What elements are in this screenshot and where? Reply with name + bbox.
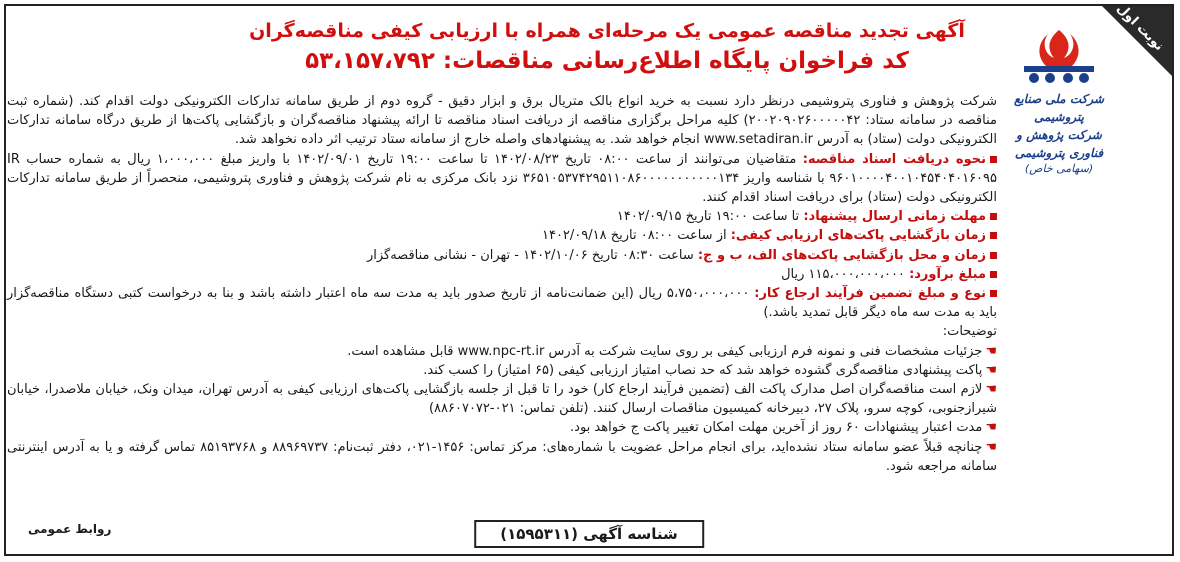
company-logo bbox=[1004, 24, 1114, 175]
bullet-square-icon bbox=[990, 213, 997, 220]
item-1: نحوه دریافت اسناد مناقصه: متقاضیان می‌توانند از ساعت ۰۸:۰۰ تاریخ ۱۴۰۲/۰۸/۲۳ تا ساعت ۱۹:۰۰ تاریخ ۱۴۰۲/۰۹/۰۱ با واریز مبلغ ۱،۰۰۰،۰۰۰ ریال به شماره حساب IR ۹۶۰۱۰۰۰۰۴۰۰۱۰۴۵۴۰۴۰۱۶۰۹۵ با شناسه واریز ۳۶۵۱۰۵۳۷۴۲۹۵۱۱۰۸۶۰۰۰۰۰۰۰۰۰۰۰۱۳۴ نزد بانک مرکزی به نام شرکت پژوهش و فناوری پتروشیمی، منحصراً از طریق سامانه تدارکات الکترونیکی دولت (ستاد) برای دریافت اسناد اقدام کنند. bbox=[7, 151, 997, 206]
pointing-hand-icon: ☚ bbox=[985, 439, 997, 455]
title-line-1: آگهی تجدید مناقصه عمومی یک مرحله‌ای همراه با ارزیابی کیفی مناقصه‌گران bbox=[249, 20, 965, 42]
note-item: ☚چنانچه قبلاً عضو سامانه ستاد نشده‌اید، برای انجام مراحل عضویت با شماره‌های: مرکز تماس: ۱۴۵۶-۰۲۱، دفتر ثبت‌نام: ۸۸۹۶۹۷۳۷ و ۸۵۱۹۳۷۶۸ تماس گرفته و یا به آدرس اینترنتی سامانه مراجعه شود. bbox=[7, 439, 997, 474]
pointing-hand-icon: ☚ bbox=[985, 420, 997, 436]
notes-title: توضیحات: bbox=[942, 324, 997, 340]
ad-identifier: شناسه آگهی (۱۵۹۵۳۱۱) bbox=[474, 520, 704, 548]
item-6: نوع و مبلغ تضمین فرآیند ارجاع کار: ۵،۷۵۰،۰۰۰،۰۰۰ ریال (این ضمانت‌نامه از تاریخ صدور باید به مدت سه ماه اعتبار داشته باشد و بنا به درخواست کتبی دستگاه مناقصه‌گزار باید به مدت سه ماه دیگر قابل تمدید باشد.) bbox=[7, 286, 997, 321]
bullet-square-icon bbox=[990, 156, 997, 163]
note-item: ☚مدت اعتبار پیشنهادات ۶۰ روز از آخرین مهلت امکان تغییر پاکت ج خواهد بود. bbox=[570, 420, 997, 436]
bullet-square-icon bbox=[990, 271, 997, 278]
ribbon-label: نوبت اول bbox=[1113, 0, 1167, 55]
pointing-hand-icon: ☚ bbox=[985, 343, 997, 359]
pointing-hand-icon: ☚ bbox=[985, 382, 997, 398]
item-5: مبلغ برآورد: ۱۱۵،۰۰۰،۰۰۰،۰۰۰ ریال bbox=[7, 265, 997, 284]
pointing-hand-icon: ☚ bbox=[985, 362, 997, 378]
item-2: مهلت زمانی ارسال پیشنهاد: تا ساعت ۱۹:۰۰ تاریخ ۱۴۰۲/۰۹/۱۵ bbox=[7, 207, 997, 226]
title-line-2: کد فراخوان پایگاه اطلاع‌رسانی مناقصات: ۵۳،۱۵۷،۷۹۲ bbox=[305, 48, 909, 74]
intro-paragraph: شرکت پژوهش و فناوری پتروشیمی درنظر دارد نسبت به خرید انواع بالک متریال برق و ابزار دقیق - گروه دوم از طریق سامانه تدارکات الکترونیکی دولت اقدام کند. (شماره ثبت مناقصه در سامانه ستاد: ۲۰۰۲۰۹۰۲۶۰۰۰۰۰۴۲) کلیه مراحل برگزاری مناقصه از دریافت اسناد مناقصه تا ارائه پیشنهاد مناقصه‌گران و بازگشایی پاکت‌ها از طریق درگاه سامانه تدارکات الکترونیکی دولت (ستاد) به آدرس www.setadiran.ir انجام خواهد شد. به پیشنهادهای واصله خارج از سامانه ستاد ترتیب اثر داده نخواهد شد. bbox=[7, 94, 997, 148]
company-note: (سهامی خاص) bbox=[1024, 162, 1094, 175]
item-3: زمان بازگشایی پاکت‌های ارزیابی کیفی: از ساعت ۰۸:۰۰ تاریخ ۱۴۰۲/۰۹/۱۸ bbox=[7, 226, 997, 245]
company-name-1: شرکت ملی صنایع پتروشیمی bbox=[1013, 92, 1105, 124]
note-item: ☚پاکت پیشنهادی مناقصه‌گری گشوده خواهد شد که حد نصاب امتیاز ارزیابی کیفی (۶۵ امتیاز) را کسب کند. bbox=[423, 362, 997, 378]
ad-body bbox=[7, 92, 997, 476]
bullet-square-icon bbox=[990, 232, 997, 239]
note-item: ☚جزئیات مشخصات فنی و نمونه فرم ارزیابی کیفی بر روی سایت شرکت به آدرس www.npc-rt.ir قابل مشاهده است. bbox=[347, 343, 997, 359]
bullet-square-icon bbox=[990, 252, 997, 259]
ad-frame bbox=[4, 0, 1174, 556]
bullet-square-icon bbox=[990, 290, 997, 297]
company-name-2: شرکت پژوهش و فناوری پتروشیمی bbox=[1014, 128, 1104, 160]
note-item: ☚لازم است مناقصه‌گران اصل مدارک پاکت الف (تضمین فرآیند ارجاع کار) خود را تا قبل از جلسه بازگشایی پاکت‌های ارزیابی کیفی به آدرس تهران، میدان ونک، خیابان ملاصدرا، خیابان شیرازجنوبی، کوچه سرو، پلاک ۲۷، دبیرخانه کمیسیون مناقصات ارسال کنند. (تلفن تماس: ۰۲۱-۸۸۶۰۷۰۷۲) bbox=[7, 382, 997, 417]
notes-list bbox=[7, 342, 997, 476]
flame-logo-icon bbox=[1014, 24, 1104, 86]
item-4: زمان و محل بازگشایی پاکت‌های الف، ب و ج: ساعت ۰۸:۳۰ تاریخ ۱۴۰۲/۱۰/۰۶ - تهران - نشانی مناقصه‌گزار bbox=[7, 246, 997, 265]
public-relations-label: روابط عمومی bbox=[28, 522, 112, 536]
ad-title bbox=[217, 16, 997, 76]
